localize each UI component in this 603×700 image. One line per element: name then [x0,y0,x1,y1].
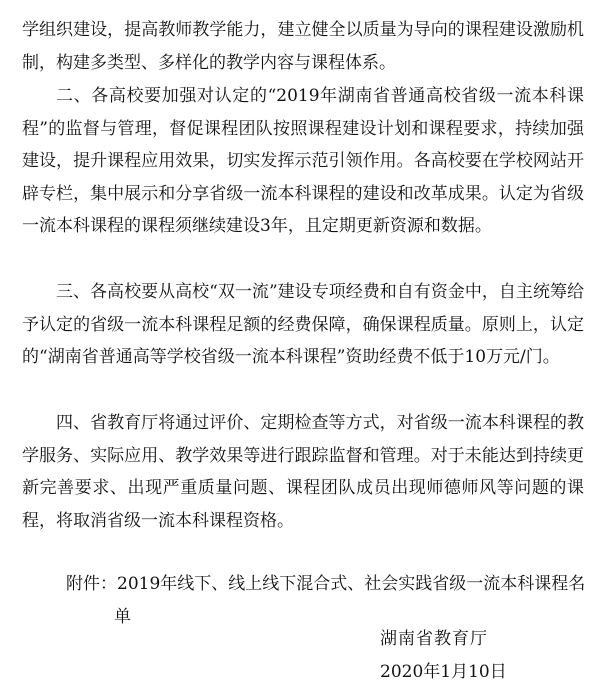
paragraph-intro-continuation: 学组织建设，提高教师教学能力，建立健全以质量为导向的课程建设激励机制，构建多类型、多样化的教学内容与课程体系。 [22,20,584,73]
attachment-note: 附件：2019年线下、线上线下混合式、社会实践省级一流本科课程名单 [66,574,586,627]
issuing-authority: 湖南省教育厅 [380,629,488,649]
paragraph-item-three: 三、各高校要从高校“双一流”建设专项经费和自有资金中，自主统筹给予认定的省级一流本科课程足额的经费保障，确保课程质量。原则上，认定的“湖南省普通高等学校省级一流本科课程”资助经费不低于10万元/门。 [22,282,584,368]
paragraph-item-two: 二、各高校要加强对认定的“2019年湖南省普通高校省级一流本科课程”的监督与管理，督促课程团队按照课程建设计划和课程要求，持续加强建设，提升课程应用效果，切实发挥示范引领作用。各高校要在学校网站开辟专栏，集中展示和分享省级一流本科课程的建设和改革成果。认定为省级一流本科课程的课程须继续建设3年，且定期更新资源和数据。 [22,86,584,237]
paragraph-item-four: 四、省教育厅将通过评价、定期检查等方式，对省级一流本科课程的教学服务、实际应用、教学效果等进行跟踪监督和管理。对于未能达到持续更新完善要求、出现严重质量问题、课程团队成员出现师德师风等问题的课程，将取消省级一流本科课程资格。 [22,413,584,531]
issue-date: 2020年1月10日 [380,662,507,682]
